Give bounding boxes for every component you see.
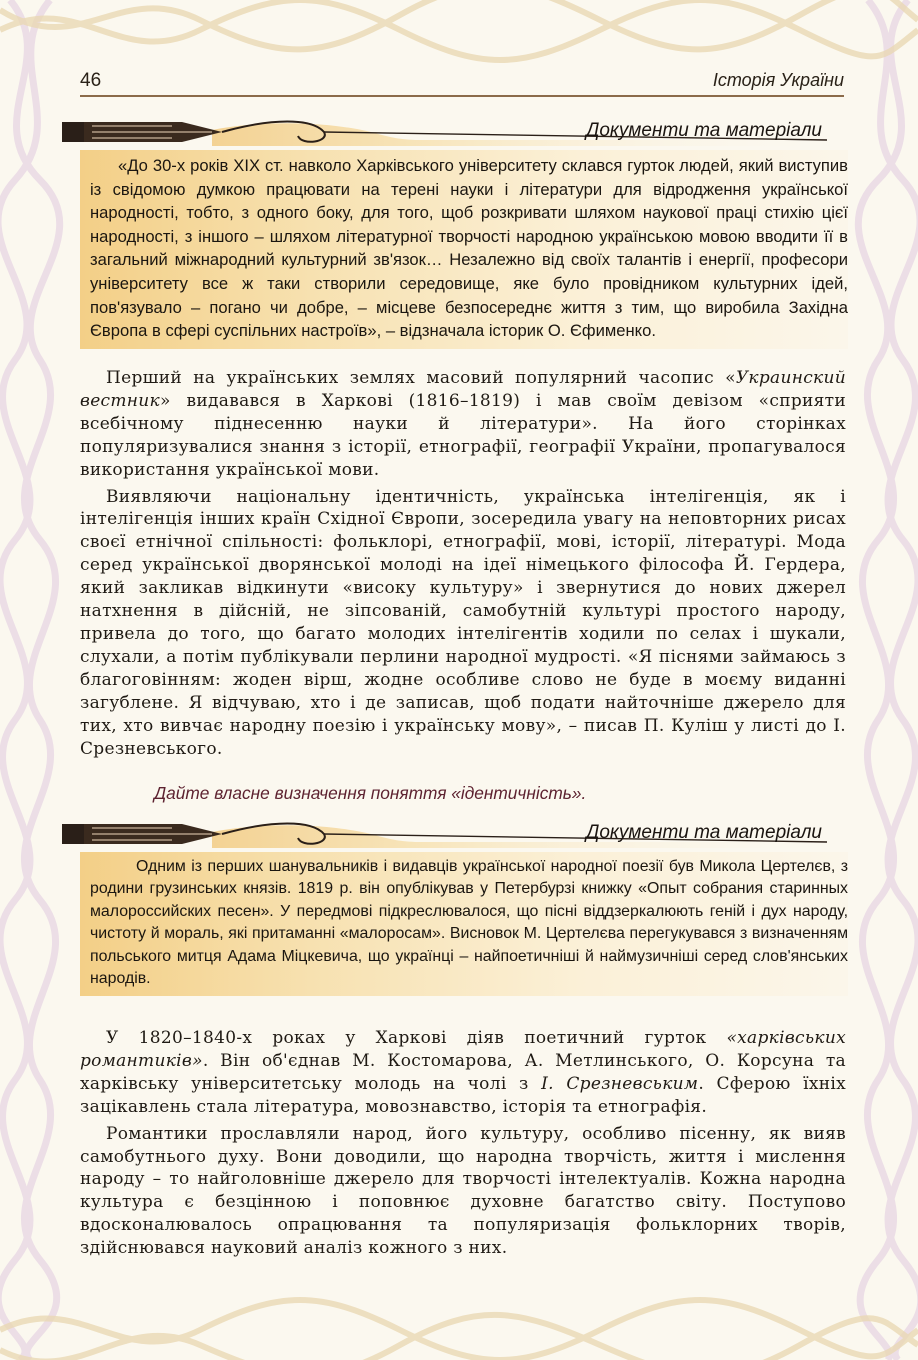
task-question: Дайте власне визначення поняття «ідентичність». <box>154 783 587 803</box>
running-title: Історія України <box>712 70 844 90</box>
paragraph: Перший на українських землях масовий популярний часопис «Украинский вестник» видавався в Харкові (1816–1819) і мав своїм девізом «сприяти всебічному піднесенню науки й літератури». На його сторінках популяризувалися знання з історії, етнографії, географії України, пропагувалося використання української мови. <box>80 368 846 480</box>
document-text: Одним із перших шанувальників і видавців української народної поезії був Микола Цертелєв, з родини грузинських князів. 1819 р. він опублікував у Петербурзі книжку «Опыт собрания старинных малороссийских песен». У передмові підкреслювалося, що пісні віддзеркалюють геній і дух народу, чистоту й мораль, які притаманні «малоросам». Висновок М. Цертелєва перегукувався з визначенням польського митця Адама Міцкевича, що українці – найпоетичніші й наймузичніші серед слов'янських народів. <box>80 852 848 996</box>
page-number: 46 <box>80 70 102 91</box>
document-heading-label: Документи та матеріали <box>585 120 822 141</box>
document-text: «До 30-х років XIX ст. навколо Харківського університету склався гурток людей, який виступив із свідомою думкою працювати на терені науки і літератури для відродження української народності, тобто, з одного боку, для того, щоб розкривати шляхом наукової праці стихію цієї народності, з іншого – шляхом літературної творчості народною українською мовою вводити її в загальний міжнародний культурний зв'язок… Незалежно від своїх талантів і енергії, професори університету все ж таки створили середовище, яке було провідником культурних ідей, пов'язувало – погано чи добре, – місцеве безпосереднє життя з тим, що виробила Західна Європа в сфері суспільних настроїв», – відзначала історик О. Єфименко. <box>80 150 848 349</box>
main-text-section-2 <box>80 1027 846 1260</box>
paragraph: Виявляючи національну ідентичність, українська інтелігенція, як і інтелігенція інших країн Східної Європи, зосередила увагу на неповторних рисах своєї етнічної спільності: фольклорі, етнографії, мові, історії, літературі. Мода серед української дворянської молоді на ідеї німецького філософа Й. Гердера, який закликав відкинути «високу культуру» і звернутися до нових джерел натхнення в дійсній, не зіпсованій, самобутній культурі простого народу, привела до того, що багато молодих інтелігентів ходили по селах і шукали, слухали, а потім публікували перлини народної мудрості. «Я піснями займаюсь з благоговінням: жоден вірш, жодне особливе слово не буде в моєму виданні загублене. Я відчуваю, хто і де записав, щоб подати найточніше джерело для тих, хто вивчає народну поезію і українську мову», – писав П. Куліш у листі до І. Срезневського. <box>80 486 846 759</box>
header-rule <box>80 95 844 97</box>
document-heading <box>62 818 848 850</box>
emphasis: І. Срезневським <box>541 1073 699 1094</box>
document-box-2 <box>62 818 848 996</box>
paragraph: У 1820–1840-х роках у Харкові діяв поетичний гурток «харківських романтиків». Він об'єднав М. Костомарова, А. Метлинського, О. Корсуна та харківську університетську молодь на чолі з І. Срезневським. Сферою їхніх зацікавлень стала література, мовознавство, історія та етнографія. <box>80 1028 846 1117</box>
emphasis: «харківських романтиків» <box>80 1028 846 1071</box>
document-heading-label: Документи та матеріали <box>585 822 822 843</box>
document-heading <box>62 116 848 148</box>
main-text-section-1 <box>80 367 846 760</box>
document-box-1 <box>62 116 848 349</box>
paragraph: Романтики прославляли народ, його культуру, особливо пісенну, як вияв самобутнього духу. Вони доводили, що народна творчість, життя і мислення народу – то найголовніше джерело для творчості інтелектуалів. Кожна народна культура є безцінною і поповнює духовне багатство світу. Поступово вдосконалювалось опрацювання та популяризація фольклорних творів, здійснювався науковий аналіз кожного з них. <box>80 1123 846 1259</box>
journal-title: Украинский вестник <box>80 368 846 411</box>
